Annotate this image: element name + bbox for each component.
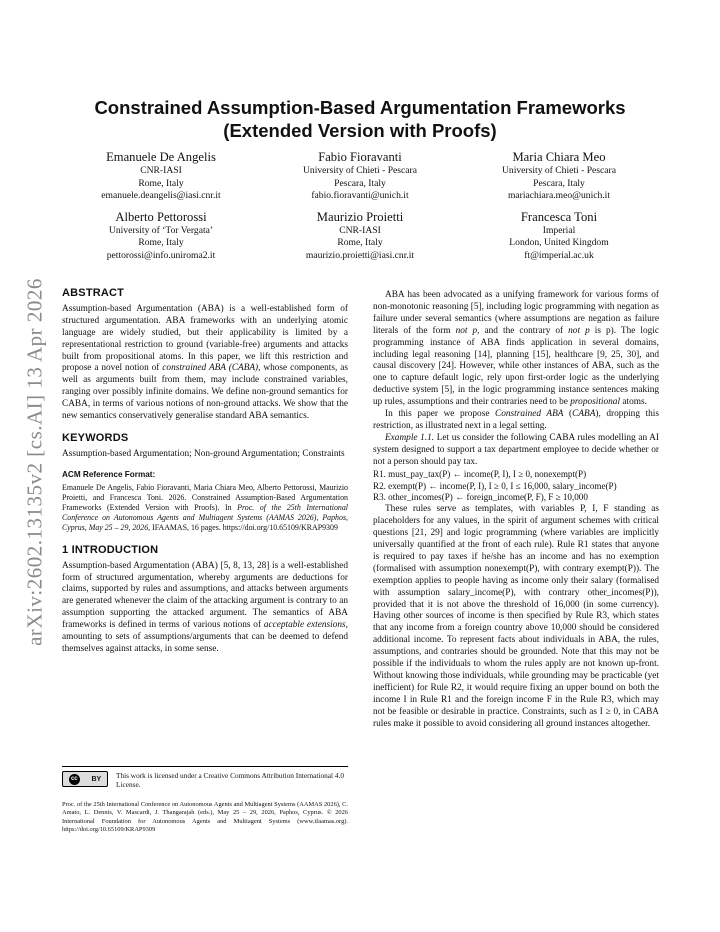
author-de-angelis — [62, 150, 260, 203]
cc-icon: cc — [69, 774, 80, 785]
author-affiliation: University of ‘Tor Vergata’ — [108, 224, 214, 236]
emphasis: not p — [455, 325, 478, 336]
license-row — [62, 771, 348, 789]
cc-by-badge[interactable] — [62, 771, 108, 787]
author-email[interactable]: emanuele.deangelis@iasi.cnr.it — [101, 190, 221, 201]
author-affiliation: University of Chieti - Pescara — [302, 165, 418, 176]
acm-text-part: Emanuele De Angelis, Fabio Fioravanti, Maria Chiara Meo, Alberto Pettorossi, Maurizio Proietti, and Francesca Toni. 2026. Constrained Assumption-Based Argumentation Frameworks (Extended Version with Proofs). In — [62, 482, 348, 512]
text-part: ( — [563, 409, 573, 420]
abstract-text-part: , whose components, as well as arguments built from them, may include constrained variables, ranging over possibly infinite domains. We define non-ground semantics for CABA, in terms of various notions of non-ground attacks. We show that the new semantics conservatively generalise standard ABA semantics. — [62, 363, 348, 422]
author-fioravanti — [261, 150, 459, 203]
author-name: Maria Chiara Meo — [512, 150, 606, 164]
acm-reference-heading: ACM Reference Format: — [62, 469, 156, 479]
title-line-1: Constrained Assumption-Based Argumentation Frameworks — [94, 97, 626, 118]
author-name: Maurizio Proietti — [316, 209, 404, 224]
text-part: ABA has been advocated as a unifying framework for various forms of non-monotonic reasoning [5], including logic programming with negation as failure under several semantics (where assumptions are negation as failure literals of the form — [373, 290, 659, 336]
text-part: In this paper we propose — [385, 409, 496, 420]
emphasis: Constrained ABA — [495, 409, 564, 420]
intro-emphasis: acceptable extensions — [263, 620, 346, 631]
author-affiliation: CNR-IASI — [140, 165, 182, 176]
emphasis: not p — [568, 325, 590, 336]
author-row-2 — [62, 210, 658, 263]
author-email[interactable]: pettorossi@info.uniroma2.it — [106, 249, 216, 261]
title-line-2: (Extended Version with Proofs) — [223, 120, 497, 141]
proceedings-note: Proc. of the 25th International Conference on Autonomous Agents and Multiagent Systems (AAMAS 2026), C. Amato, L. Dennis, V. Mascardi, J. Thangarajah (eds.), May 25 – 29, 2026, Paphos, Cyprus. © 2026 International Foundation for Autonomous Agents and Multiagent Systems (www.ifaamas.org). https://doi.org/10.65109/KRAP9309 — [62, 801, 348, 834]
emphasis: CABA — [572, 409, 596, 420]
author-row-1 — [62, 150, 658, 203]
author-name: Francesca Toni — [520, 209, 598, 224]
author-email[interactable]: ft@imperial.ac.uk — [524, 249, 594, 261]
intro-text-part: , amounting to sets of assumptions/arguments that can be deemed to defend themselves against attacks, in some sense. — [62, 620, 348, 654]
author-location: Pescara, Italy — [533, 177, 585, 189]
introduction-heading: 1 INTRODUCTION — [62, 543, 159, 556]
author-affiliation: CNR-IASI — [339, 224, 381, 236]
body-paragraph: These rules serve as templates, with variables P, I, F standing as placeholders for any values, in the spirit of argument schemes with critical questions [21, 29] and logic programming (where variables are implicitly universally quantified at the front of each rule). Rule R1 states that anyone is required to pay taxes if he/she has an income and has no exemption (formalised with assumption nonexempt(P), with contrary exempt(P)). The exemption applies to people having as income only their salary (formalised with assumption salary_income(P), with contrary other_incomes(P)), provided that it is not above the threshold of 16,000 (in some currency). Having other sources of income is then specified by Rule R3, which states that any income from a foreign country above 10,000 should be considered additional income. To represent facts about individuals in ABA, the rules, assumptions, and contraries should be grounded. Note that this may not be possible if the individuals to whom the rules apply are not known up-front. Without knowing those individuals, while grounding may be practicable (yet inefficient) for Rule R2, it would require fixing an upper bound on both the income I in Rule R1 and the foreign income F in the Rule R3, which may not be feasible or desirable in practice. Constraints, such as I ≥ 0, in CABA rules make it possible to avoid considering all ground instances altogether. — [373, 504, 659, 729]
example-text: Let us consider the following CABA rules modelling an AI system designed to support a tax department employee to decide whether or not a person should pay tax. — [373, 432, 659, 467]
text-part: ), dropping this restriction, as illustrated next in a legal setting. — [373, 409, 660, 431]
body-paragraph — [373, 290, 659, 409]
author-proietti — [261, 210, 459, 263]
author-affiliation: Imperial — [542, 224, 576, 236]
arxiv-stamp: arXiv:2602.13135v2 [cs.AI] 13 Apr 2026 — [22, 278, 47, 646]
author-toni — [460, 210, 658, 263]
abstract-heading: ABSTRACT — [62, 287, 125, 299]
author-name: Fabio Fioravanti — [318, 150, 402, 164]
author-name: Alberto Pettorossi — [115, 209, 207, 224]
author-location: Rome, Italy — [337, 237, 383, 248]
author-location: Rome, Italy — [138, 177, 184, 189]
author-location: London, United Kingdom — [509, 237, 609, 248]
example-paragraph — [373, 433, 659, 469]
emphasis: propositional — [570, 397, 621, 408]
author-email[interactable]: mariachiara.meo@unich.it — [507, 190, 611, 201]
body-paragraph — [373, 409, 659, 433]
author-affiliation: University of Chieti - Pescara — [501, 165, 617, 176]
license-block — [62, 766, 348, 835]
rule-r2: R2. exempt(P) ← income(P, I), I ≥ 0, I ≤ 16,000, salary_income(P) — [373, 480, 617, 491]
example-label: Example 1.1. — [385, 432, 435, 443]
keywords-heading: KEYWORDS — [62, 431, 129, 444]
keywords-text: Assumption-based Argumentation; Non-ground Argumentation; Constraints — [62, 448, 345, 459]
left-column — [62, 288, 348, 656]
rule-r1: R1. must_pay_tax(P) ← income(P, I), I ≥ 0, nonexempt(P) — [373, 468, 587, 479]
abstract-emphasis: constrained ABA (CABA) — [162, 363, 259, 374]
text-part: atoms. — [620, 397, 647, 408]
introduction-text — [62, 561, 348, 656]
abstract-text — [62, 304, 348, 423]
author-block — [62, 150, 658, 269]
author-name: Emanuele De Angelis — [106, 150, 216, 164]
abstract-text-part: Assumption-based Argumentation (ABA) is a well-established form of structured argumentation. ABA frameworks with an underlying atomic language are widely studied, but their applicability is limited by a representational restriction to ground (variable-free) arguments and attacks built from propositional atoms. In this paper, we lift this restriction and propose a novel notion of — [62, 303, 348, 374]
paper-title — [62, 96, 658, 142]
right-column — [373, 290, 659, 731]
author-location: Rome, Italy — [138, 237, 184, 248]
acm-text-part: IFAAMAS, 16 pages. https://doi.org/10.65109/KRAP9309 — [150, 522, 338, 532]
intro-text-part: Assumption-based Argumentation (ABA) [5, 8, 13, 28] is a well-established form of structured argumentation, whereby arguments are deductions for claims, supported by rules and assumptions, and attacks between arguments are generated whenever the claim of the attacking argument is contrary to an assumption supporting the attacked argument. The semantics of ABA frameworks is defined in terms of various notions of — [62, 560, 348, 631]
by-icon: BY — [91, 775, 102, 783]
author-pettorossi — [62, 210, 260, 263]
license-text: This work is licensed under a Creative Commons Attribution International 4.0 License. — [116, 771, 344, 789]
text-part: , and the contrary of — [477, 325, 569, 336]
author-email[interactable]: fabio.fioravanti@unich.it — [311, 190, 409, 201]
author-location: Pescara, Italy — [334, 177, 386, 189]
acm-emphasis: Proc. of the 25th International Conference on Autonomous Agents and Multiagent Systems (AAMAS 2026), Paphos, Cyprus, May 25 – 29, 2026, — [62, 502, 348, 532]
acm-reference-text — [62, 483, 348, 533]
author-email[interactable]: maurizio.proietti@iasi.cnr.it — [305, 249, 415, 261]
text-part: is p). The logic programming instance of ABA finds application in several domains, including legal reasoning [14], planning [15], healthcare [9, 25, 30], and causal discovery [24]. However, while other instances of ABA, such as the one to capture default logic, rely upon first-order logic as the underlying deductive system [5], in the logic programming instance sentences making up rules, assumptions and their contraries need to be — [373, 325, 659, 408]
author-meo — [460, 150, 658, 203]
rule-r3: R3. other_incomes(P) ← foreign_income(P, F), F ≥ 10,000 — [373, 492, 588, 503]
